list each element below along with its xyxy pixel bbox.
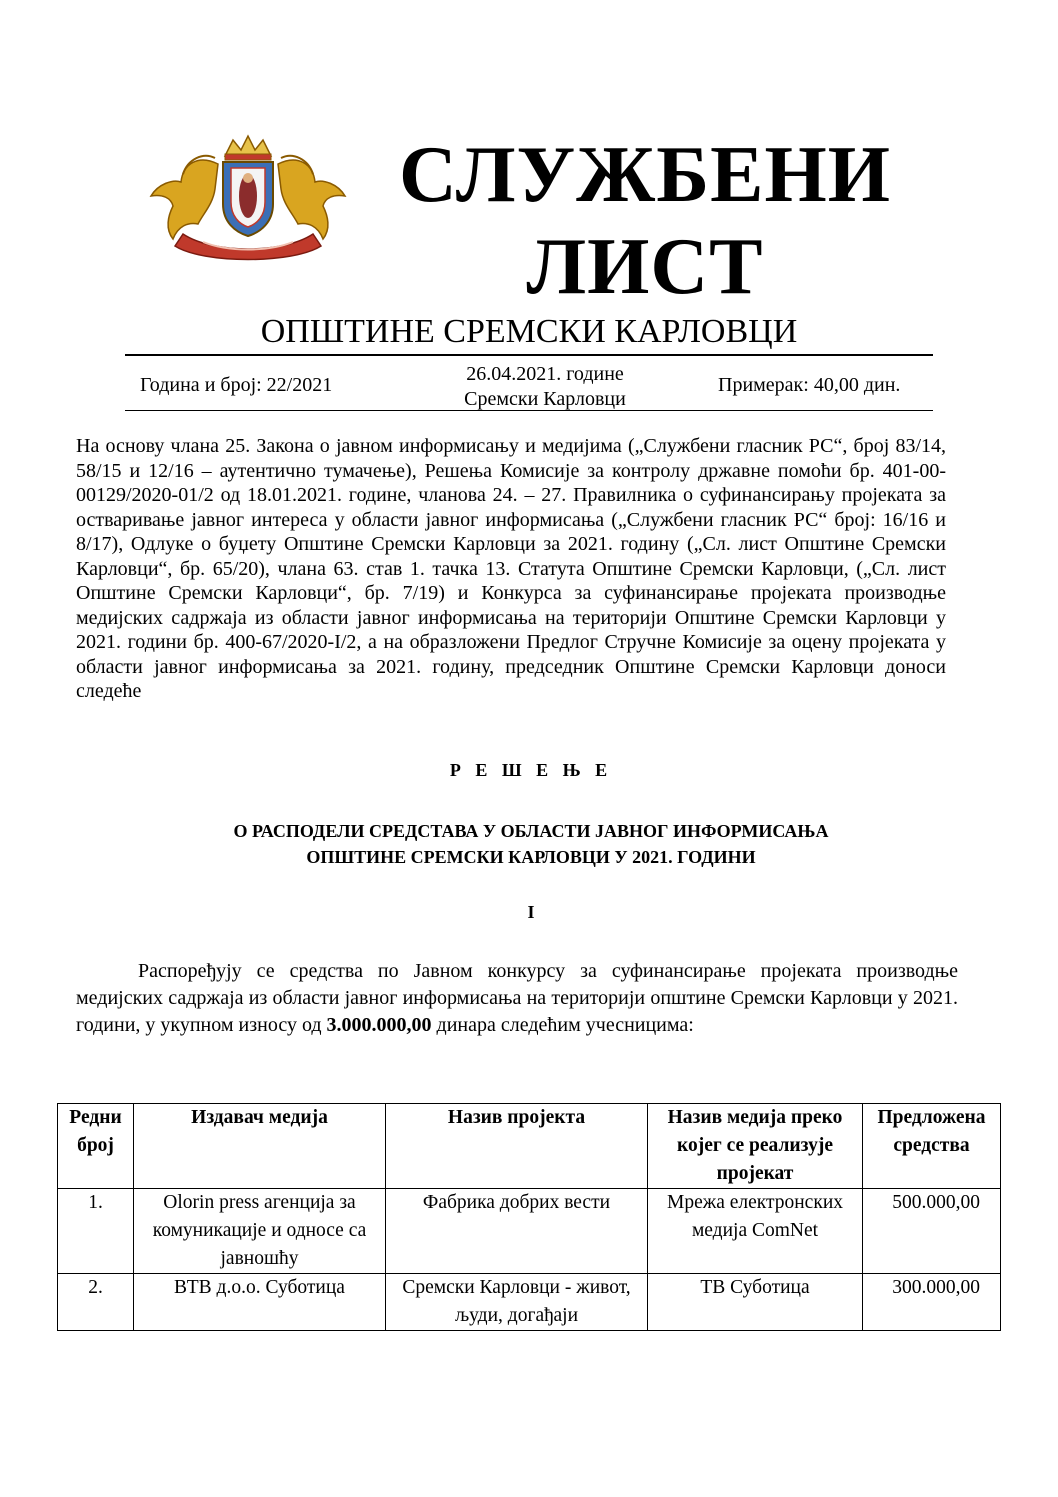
allocation-paragraph (76, 958, 958, 1039)
allocation-text-before: Распоређују се средства по Јавном конкурсу за суфинансирање пројеката производње медијских садржаја из области јавног информисања на територији општине Сремски Карловци у 2021. години, у укупном износу од (76, 960, 958, 1036)
cell-project: Сремски Карловци - живот, људи, догађаји (386, 1274, 648, 1331)
issue-date: 26.04.2021. године (466, 363, 624, 385)
cell-media: ТВ Суботица (648, 1274, 863, 1331)
allocation-total: 3.000.000,00 (326, 1014, 432, 1036)
decision-title: Р Е Ш Е Њ Е (449, 760, 613, 780)
municipality-name: ОПШТИНЕ СРЕМСКИ КАРЛОВЦИ (260, 313, 798, 350)
coat-of-arms-emblem (143, 134, 353, 266)
gazette-title-line1: СЛУЖБЕНИ (399, 131, 891, 219)
header-publisher: Издавач медија (134, 1104, 386, 1189)
header-rule-bottom (125, 410, 933, 411)
issue-date-place (430, 362, 660, 412)
header-amount: Предложена средства (863, 1104, 1001, 1189)
header-rule-top (125, 354, 933, 356)
decision-subtitle (76, 818, 986, 870)
cell-amount: 500.000,00 (863, 1189, 1001, 1274)
section-number: I (527, 902, 535, 922)
gazette-title-line2: ЛИСТ (526, 223, 764, 311)
table-row (58, 1189, 1001, 1274)
header-project: Назив пројекта (386, 1104, 648, 1189)
issue-place: Сремски Карловци (464, 388, 626, 410)
cell-amount: 300.000,00 (863, 1274, 1001, 1331)
preamble-paragraph: На основу члана 25. Закона о јавном информисању и медијима („Службени гласник РС“, број 83/14, 58/15 и 12/16 – аутентично тумачење), Решења Комисије за контролу државне помоћи бр. 401-00-00129/2020-01/2 од 18.01.2021. године, чланова 24. – 27. Правилника о суфинансирању пројеката за остваривање јавног интереса у области јавног информисања („Службени гласник РС“ број: 16/16 и 8/17), Одлуке о буџету Општине Сремски Карловци за 2021. годину („Сл. лист Општине Сремски Карловци“, бр. 65/20), члана 63. став 1. тачка 13. Статута Општине Сремски Карловци, („Сл. лист Општине Сремски Карловци“, бр. 7/19) и Конкурса за суфинансирање пројеката производње медијских садржаја из области јавног информисања на територији Општине Сремски Карловци у 2021. години бр. 400-67/2020-I/2, а на образложени Предлог Стручне Комисије за оцену пројеката у области јавног информисања за 2021. годину, председник Општине Сремски Карловци доноси следеће (76, 435, 946, 702)
cell-publisher: ВТВ д.о.о. Суботица (134, 1274, 386, 1331)
issue-price: Примерак: 40,00 дин. (718, 374, 901, 396)
header-media: Назив медија преко којег се реализује пројекат (648, 1104, 863, 1189)
cell-media: Мрежа електронских медија ComNet (648, 1189, 863, 1274)
cell-publisher: Olorin press агенција за комуникације и односе са јавношћу (134, 1189, 386, 1274)
cell-ordinal: 2. (58, 1274, 134, 1331)
decision-subtitle-line2: ОПШТИНЕ СРЕМСКИ КАРЛОВЦИ У 2021. ГОДИНИ (306, 847, 756, 867)
decision-subtitle-line1: О РАСПОДЕЛИ СРЕДСТАВА У ОБЛАСТИ ЈАВНОГ ИНФОРМИСАЊА (233, 821, 829, 841)
cell-project: Фабрика добрих вести (386, 1189, 648, 1274)
issue-number: Година и број: 22/2021 (140, 374, 333, 396)
header-ordinal: Редни број (58, 1104, 134, 1189)
cell-ordinal: 1. (58, 1189, 134, 1274)
table-header-row (58, 1104, 1001, 1189)
allocation-table (57, 1103, 1001, 1331)
allocation-text-after: динара следећим учесницима: (431, 1014, 694, 1036)
table-row (58, 1274, 1001, 1331)
